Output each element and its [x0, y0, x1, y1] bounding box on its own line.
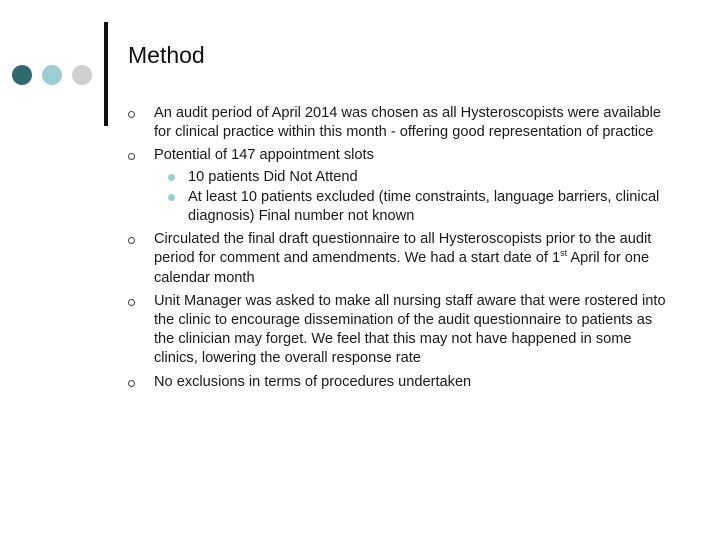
ordinal-suffix: st — [560, 248, 568, 259]
bullet-item — [128, 292, 673, 369]
bullet-item — [128, 373, 673, 392]
ring-bullet-icon — [128, 153, 135, 160]
ring-bullet-icon — [128, 237, 135, 244]
bullet-text: No exclusions in terms of procedures undertaken — [154, 373, 472, 390]
bullet-item — [128, 146, 673, 226]
bullet-text: Unit Manager was asked to make all nursing staff aware that were rostered into the clinic to encourage dissemination of the audit questionnaire to patients as the clinician may forget. We feel that this may not have happened in some clinics, lowering the overall response rate — [154, 292, 666, 367]
sub-bullet-list — [154, 168, 673, 227]
bullet-text-part: April for one calendar month — [154, 250, 650, 286]
vertical-divider — [104, 22, 108, 126]
sub-bullet-text: 10 patients Did Not Attend — [188, 168, 358, 185]
decorative-dots — [12, 65, 92, 85]
sub-bullet-item — [154, 188, 673, 226]
light-teal-dot-icon — [42, 65, 62, 85]
sub-bullet-item — [154, 168, 673, 187]
sub-bullet-text: At least 10 patients excluded (time constraints, language barriers, clinical diagnosis) Final number not known — [188, 188, 660, 225]
grey-dot-icon — [72, 65, 92, 85]
ring-bullet-icon — [128, 299, 135, 306]
slide-title: Method — [128, 42, 205, 68]
bullet-item — [128, 230, 673, 288]
slide-content — [128, 104, 673, 396]
ring-bullet-icon — [128, 111, 135, 118]
bullet-text: An audit period of April 2014 was chosen as all Hysteroscopists were available for clinical practice within this month - offering good representation of practice — [154, 105, 662, 141]
bullet-item — [128, 104, 673, 142]
bullet-text-part: Circulated the final draft questionnaire to all Hysteroscopists prior to the audit period for comment and amendments. We had a start date of 1 — [154, 231, 652, 267]
dark-teal-dot-icon — [12, 65, 32, 85]
bullet-text: Potential of 147 appointment slots — [154, 147, 374, 164]
dot-bullet-icon — [168, 174, 175, 181]
bullet-list — [128, 104, 673, 392]
dot-bullet-icon — [168, 194, 175, 201]
ring-bullet-icon — [128, 380, 135, 387]
